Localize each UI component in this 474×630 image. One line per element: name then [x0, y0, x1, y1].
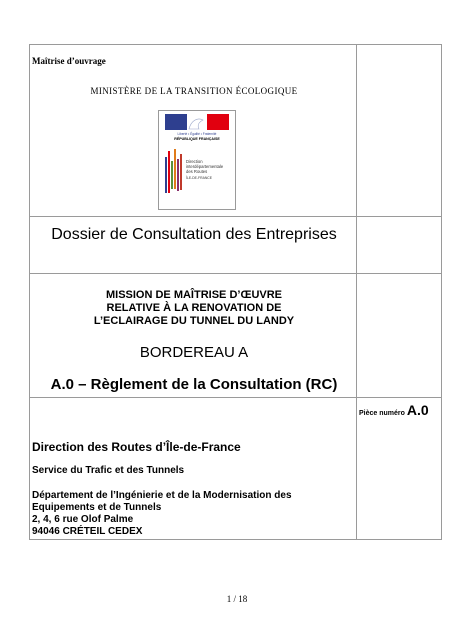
table-border-top: [29, 44, 442, 45]
table-row-divider-1: [29, 216, 442, 217]
table-row-divider-2: [29, 273, 442, 274]
table-border-bottom: [29, 539, 442, 540]
svg-text:Direction: Direction: [186, 159, 203, 164]
piece-label: Pièce numéro: [359, 410, 407, 417]
marianne-logo-graphic: [159, 111, 235, 209]
table-border-left: [29, 44, 30, 540]
street-address: 2, 4, 6 rue Olof Palme: [32, 514, 134, 525]
direction-name: Direction des Routes d’Île-de-France: [32, 440, 241, 454]
service-name: Service du Trafic et des Tunnels: [32, 465, 185, 476]
table-border-right: [441, 44, 442, 540]
department-name: Département de l’Ingénierie et de la Modernisation des Equipements et de Tunnels: [32, 490, 292, 513]
piece-number-value: A.0: [406, 402, 429, 418]
address-block: [32, 490, 332, 538]
svg-text:des Routes: des Routes: [186, 169, 208, 174]
page-number: 1 / 18: [226, 594, 248, 604]
maitrise-ouvrage-label: Maîtrise d’ouvrage: [32, 56, 106, 66]
dossier-title: Dossier de Consultation des Entreprises: [51, 226, 337, 243]
reglement-title: A.0 – Règlement de la Consultation (RC): [50, 376, 338, 393]
mission-title: MISSION DE MAÎTRISE D’ŒUVRE RELATIVE À LA RENOVATION DE L’ECLAIRAGE DU TUNNEL DU LANDY: [93, 289, 295, 327]
table-column-divider: [356, 44, 357, 540]
dirif-logo: [158, 110, 236, 210]
svg-text:RÉPUBLIQUE FRANÇAISE: RÉPUBLIQUE FRANÇAISE: [174, 137, 220, 141]
bordereau-title: BORDEREAU A: [139, 344, 249, 361]
svg-text:Liberté • Égalité • Fraternité: Liberté • Égalité • Fraternité: [177, 132, 217, 136]
svg-text:interdépartementale: interdépartementale: [186, 164, 224, 169]
piece-number: [359, 402, 429, 418]
table-row-divider-3: [29, 397, 442, 398]
ministry-name: MINISTÈRE DE LA TRANSITION ÉCOLOGIQUE: [90, 86, 298, 96]
city-address: 94046 CRÉTEIL CEDEX: [32, 526, 143, 537]
svg-text:ÎLE-DE-FRANCE: ÎLE-DE-FRANCE: [186, 176, 212, 180]
